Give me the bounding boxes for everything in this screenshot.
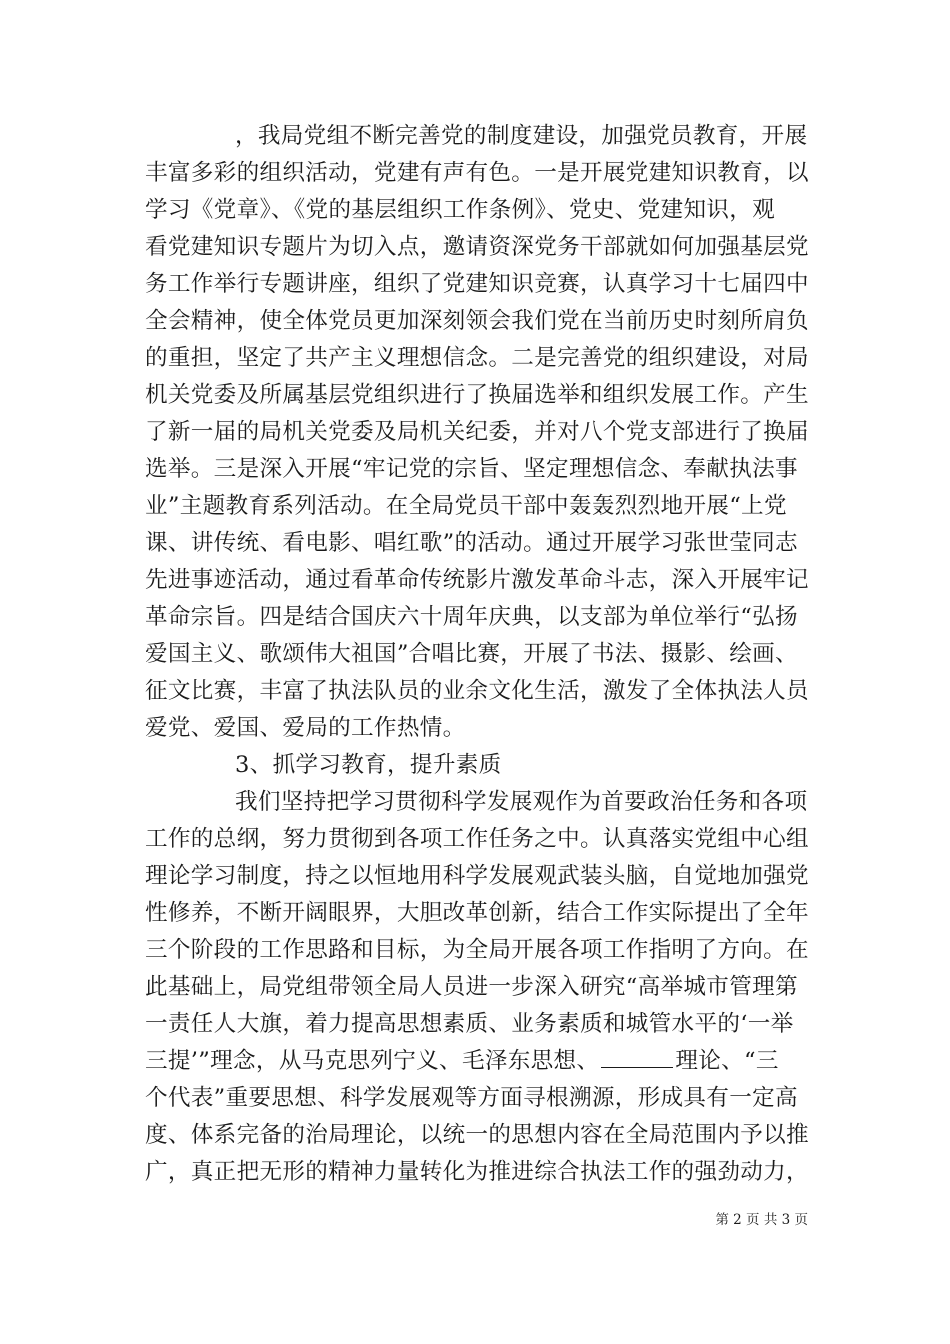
paragraph-line: 课、讲传统、看电影、唱红歌”的活动。通过开展学习张世莹同志 xyxy=(145,530,798,556)
paragraph-line: 一责任人大旗，着力提高思想素质、业务素质和城管水平的‘一举 xyxy=(145,1011,794,1037)
paragraph-line: 的重担，坚定了共产主义理想信念。二是完善党的组织建设，对局 xyxy=(145,345,809,371)
page-number: 第 2 页 共 3 页 xyxy=(715,1212,808,1228)
paragraph-line: 个代表”重要思想、科学发展观等方面寻根溯源，形成具有一定高 xyxy=(145,1085,798,1111)
paragraph-line: 理论学习制度，持之以恒地用科学发展观武装头脑，自觉地加强党 xyxy=(145,863,809,889)
paragraph-line: 征文比赛，丰富了执法队员的业余文化生活，激发了全体执法人员 xyxy=(145,678,809,704)
paragraph-line: 务工作举行专题讲座，组织了党建知识竞赛，认真学习十七届四中 xyxy=(145,271,809,297)
paragraph-line: 选举。三是深入开展“牢记党的宗旨、坚定理想信念、奉献执法事 xyxy=(145,456,798,482)
section-heading: 3、抓学习教育，提升素质 xyxy=(235,752,502,778)
paragraph-line: 工作的总纲，努力贯彻到各项工作任务之中。认真落实党组中心组 xyxy=(145,826,809,852)
paragraph-line: 性修养，不断开阔眼界，大胆改革创新，结合工作实际提出了全年 xyxy=(145,900,809,926)
line-segment: 三提’”理念，从马克思列宁义、毛泽东思想、 xyxy=(145,1048,600,1074)
paragraph-line: 爱国主义、歌颂伟大祖国”合唱比赛，开展了书法、摄影、绘画、 xyxy=(145,641,798,667)
paragraph-line: 看党建知识专题片为切入点，邀请资深党务干部就如何加强基层党 xyxy=(145,234,809,260)
body-text xyxy=(145,118,815,1191)
fill-in-blank xyxy=(601,1045,673,1068)
paragraph-line: 此基础上，局党组带领全局人员进一步深入研究“高举城市管理第 xyxy=(145,974,798,1000)
paragraph-line: 三个阶段的工作思路和目标，为全局开展各项工作指明了方向。在 xyxy=(145,937,809,963)
paragraph-line: 我们坚持把学习贯彻科学发展观作为首要政治任务和各项 xyxy=(235,789,808,815)
paragraph-line: 学习《党章》、《党的基层组织工作条例》、党史、党建知识，观 xyxy=(145,197,776,223)
paragraph-line: 先进事迹活动，通过看革命传统影片激发革命斗志，深入开展牢记 xyxy=(145,567,809,593)
paragraph-line: 广，真正把无形的精神力量转化为推进综合执法工作的强劲动力， xyxy=(145,1159,809,1185)
paragraph-line: 了新一届的局机关党委及局机关纪委，并对八个党支部进行了换届 xyxy=(145,419,809,445)
paragraph-line: 丰富多彩的组织活动，党建有声有色。一是开展党建知识教育，以 xyxy=(145,160,809,186)
paragraph-line: 机关党委及所属基层党组织进行了换届选举和组织发展工作。产生 xyxy=(145,382,809,408)
paragraph-line: 全会精神，使全体党员更加深刻领会我们党在当前历史时刻所肩负 xyxy=(145,308,809,334)
paragraph-line: 度、体系完备的治局理论，以统一的思想内容在全局范围内予以推 xyxy=(145,1122,809,1148)
paragraph-line-with-blank xyxy=(145,1043,815,1080)
paragraph-line: 业”主题教育系列活动。在全局党员干部中轰轰烈烈地开展“上党 xyxy=(145,493,787,519)
paragraph-line: 爱党、爱国、爱局的工作热情。 xyxy=(145,715,466,741)
paragraph-line: 革命宗旨。四是结合国庆六十周年庆典，以支部为单位举行“弘扬 xyxy=(145,604,798,630)
line-segment: 理论、“三 xyxy=(675,1048,779,1074)
paragraph-line: ，我局党组不断完善党的制度建设，加强党员教育，开展 xyxy=(235,123,808,149)
